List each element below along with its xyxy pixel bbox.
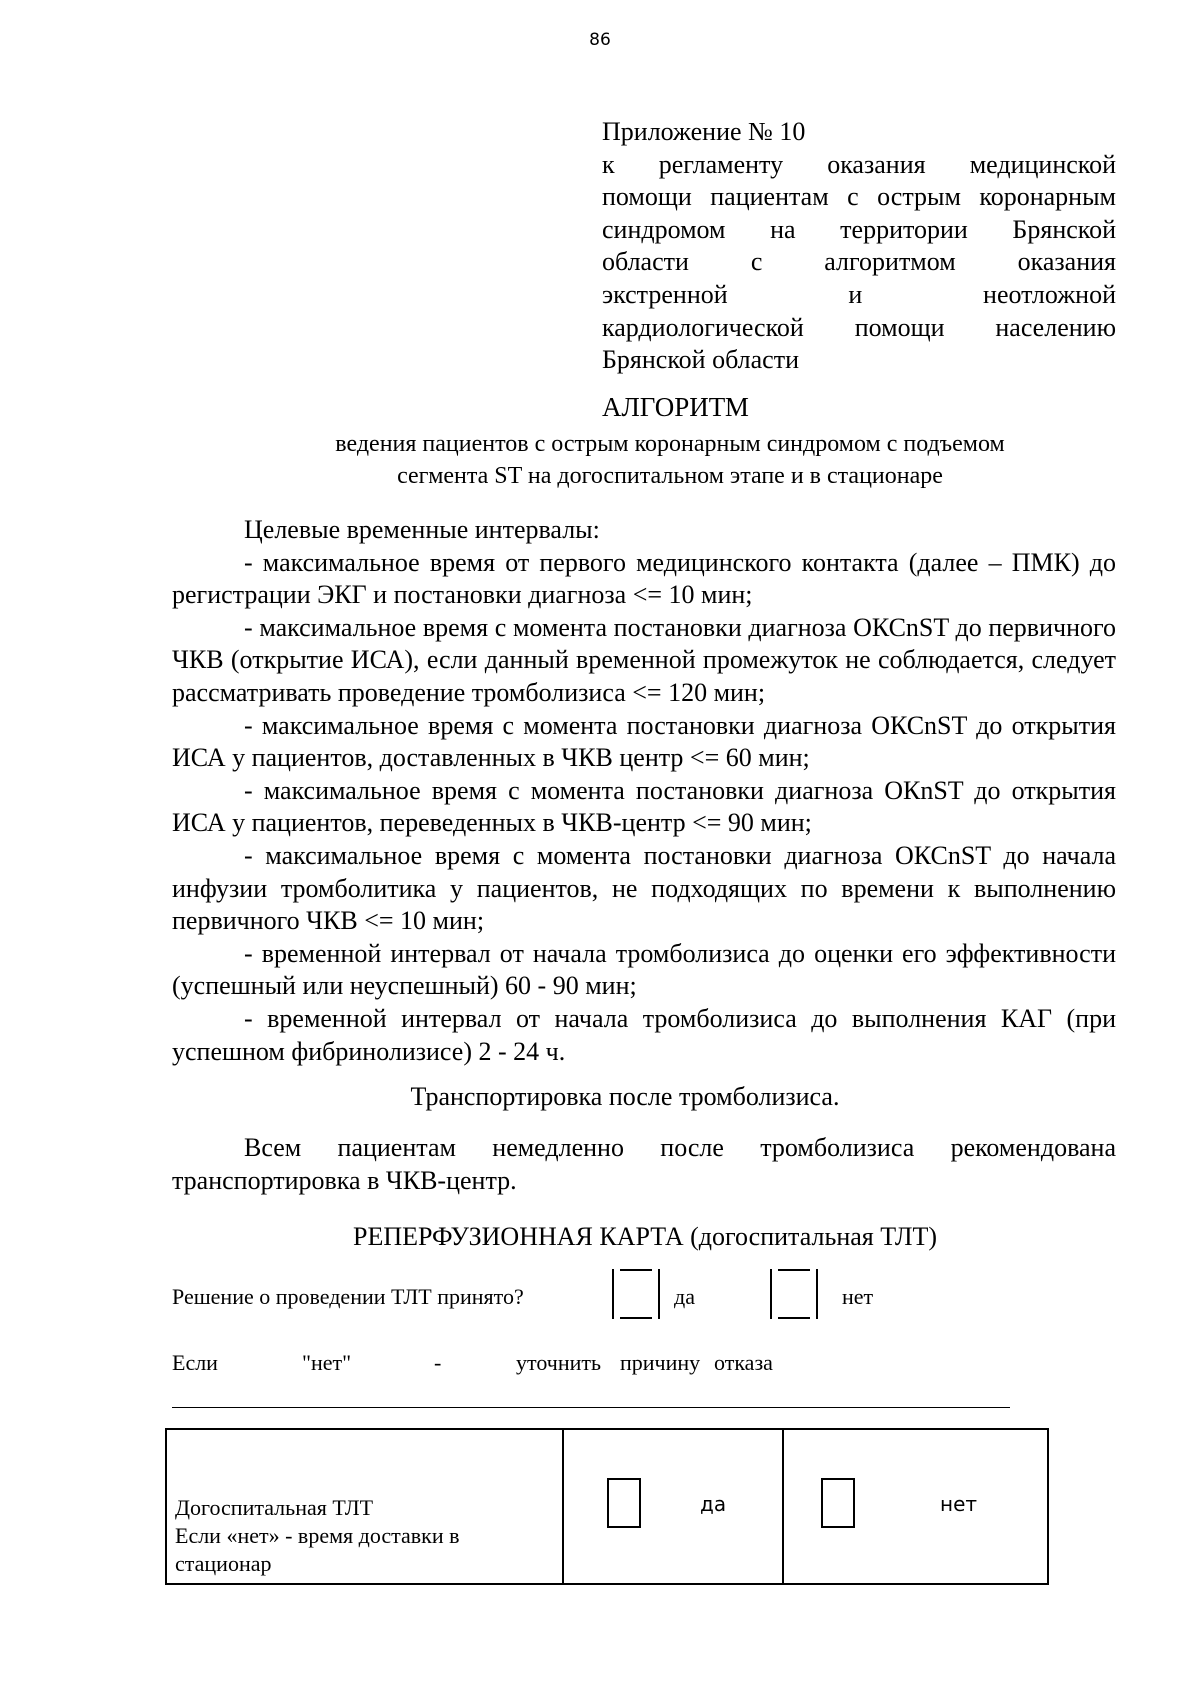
- transport-text: Всем пациентам немедленно после тромболизиса рекомендована транспортировка в ЧКВ-центр.: [172, 1133, 1116, 1195]
- appendix-line: Брянской области: [602, 345, 799, 375]
- document-title: АЛГОРИТМ: [602, 392, 749, 422]
- reason-word: причину: [620, 1350, 701, 1375]
- appendix-line: синдромом на территории Брянской: [602, 214, 1116, 244]
- interval-item: - максимальное время от первого медицинского контакта (далее – ПМК) до регистрации ЭКГ и постановки диагноза <= 10 мин;: [172, 547, 1116, 610]
- prehospital-tlt-label: [175, 1494, 555, 1578]
- interval-item: - максимальное время с момента постановки диагноза ОКСnST до открытия ИСА у пациентов, доставленных в ЧКВ центр <= 60 мин;: [172, 710, 1116, 773]
- interval-item: - максимальное время с момента постановки диагноза ОКСnST до первичного ЧКВ (открытие ИСА), если данный временной промежуток не соблюдается, следует рассматривать проведение тромболизиса <= 120 мин;: [172, 612, 1116, 707]
- subtitle-line: сегмента ST на догоспитальном этапе и в стационаре: [397, 463, 943, 489]
- page-number: 86: [589, 30, 611, 50]
- transport-heading: Транспортировка после тромболизиса.: [410, 1082, 840, 1111]
- table-divider: [562, 1430, 564, 1583]
- tlt-label-line: Догоспитальная ТЛТ: [175, 1495, 374, 1520]
- refusal-reason-line[interactable]: [172, 1407, 1010, 1408]
- decision-yes-label: да: [674, 1284, 695, 1309]
- appendix-line: кардиологической помощи населению: [602, 312, 1116, 342]
- appendix-line: экстренной и неотложной: [602, 279, 1116, 309]
- tlt-yes-checkbox[interactable]: [607, 1478, 641, 1528]
- reason-word: "нет": [302, 1350, 352, 1375]
- reason-word: отказа: [714, 1350, 773, 1375]
- tlt-no-label: нет: [940, 1492, 978, 1516]
- appendix-line: к регламенту оказания медицинской: [602, 149, 1116, 179]
- decision-no-label: нет: [842, 1284, 874, 1309]
- decision-no-checkbox[interactable]: [770, 1269, 818, 1319]
- decision-question: Решение о проведении ТЛТ принято?: [172, 1284, 524, 1309]
- appendix-block: [602, 116, 1116, 377]
- interval-item: - максимальное время с момента постановки диагноза ОКnST до открытия ИСА у пациентов, переведенных в ЧКВ-центр <= 90 мин;: [172, 775, 1116, 838]
- intervals-heading: Целевые временные интервалы:: [244, 515, 600, 544]
- reason-word: уточнить: [516, 1350, 602, 1375]
- tlt-yes-label: да: [700, 1492, 727, 1516]
- tlt-no-checkbox[interactable]: [821, 1478, 855, 1528]
- document-subtitle: [230, 428, 1110, 492]
- subtitle-line: ведения пациентов с острым коронарным синдромом с подъемом: [335, 431, 1005, 457]
- interval-item: - временной интервал от начала тромболизиса до выполнения КАГ (при успешном фибринолизисе) 2 - 24 ч.: [172, 1003, 1116, 1066]
- reperfusion-card-title: РЕПЕРФУЗИОННАЯ КАРТА (догоспитальная ТЛТ): [352, 1222, 938, 1251]
- tlt-label-line: стационар: [175, 1551, 272, 1576]
- interval-item: - максимальное время с момента постановки диагноза ОКСnST до начала инфузии тромболитика у пациентов, не подходящих по времени к выполнению первичного ЧКВ <= 10 мин;: [172, 840, 1116, 936]
- decision-yes-checkbox[interactable]: [612, 1269, 660, 1319]
- table-divider: [782, 1430, 784, 1583]
- prehospital-tlt-table: [165, 1428, 1049, 1585]
- tlt-label-line: Если «нет» - время доставки в: [175, 1523, 460, 1548]
- reason-word: -: [434, 1350, 442, 1375]
- reason-word: Если: [172, 1350, 218, 1375]
- appendix-line: Приложение № 10: [602, 117, 806, 146]
- appendix-line: помощи пациентам с острым коронарным: [602, 182, 1116, 212]
- interval-item: - временной интервал от начала тромболизиса до оценки его эффективности (успешный или неуспешный) 60 - 90 мин;: [172, 938, 1116, 1001]
- intervals-section: [172, 514, 1116, 1068]
- appendix-line: области с алгоритмом оказания: [602, 247, 1116, 277]
